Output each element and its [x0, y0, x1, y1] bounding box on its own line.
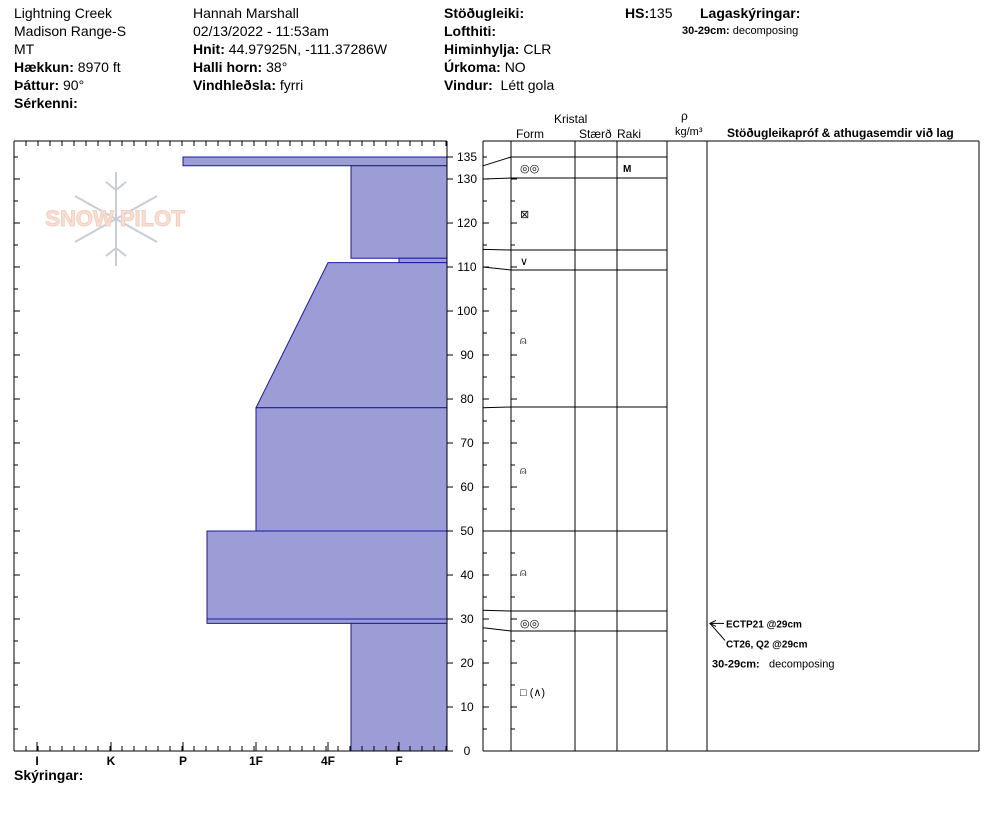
density-unit-header: kg/m³ — [675, 126, 703, 138]
test-label-1: ECTP21 @29cm — [726, 619, 802, 631]
snowpilot-logo — [45, 172, 185, 266]
coords-label: Hnit: — [193, 41, 225, 57]
precip-label: Úrkoma: — [444, 59, 501, 75]
range-name: Madison Range-S — [14, 23, 127, 39]
hardness-layer-0 — [183, 157, 447, 166]
hardness-layer-4 — [256, 408, 447, 531]
hardness-tick-label: 4F — [320, 754, 336, 768]
depth-tick-label: 10 — [460, 700, 474, 714]
size-header: Stærð — [579, 127, 612, 141]
hardness-layer-7 — [351, 623, 447, 751]
state-name: MT — [14, 41, 35, 57]
grain-form-symbol: □ (∧) — [520, 687, 546, 699]
hardness-layer-2 — [399, 258, 447, 262]
hs-value: 135 — [649, 5, 673, 21]
layer-connector — [483, 157, 511, 166]
observation-datetime: 02/13/2022 - 11:53am — [193, 23, 329, 39]
layer-notes-label: Lagaskýringar: — [700, 5, 801, 21]
grain-form-symbol: ◎◎ — [520, 163, 540, 175]
depth-tick-label: 100 — [456, 304, 478, 318]
logo-text: SNOW PILOT — [45, 206, 185, 231]
hardness-layer-1 — [351, 166, 447, 258]
hardness-tick-label: 1F — [248, 754, 264, 768]
comment-text: decomposing — [769, 658, 835, 671]
wind-value: Létt gola — [500, 77, 555, 93]
hs-label: HS: — [625, 5, 650, 21]
moisture-label: M — [623, 164, 632, 175]
depth-tick-label: 130 — [456, 172, 478, 186]
comment-depth: 30-29cm: — [712, 658, 760, 671]
hardness-tick-label: P — [178, 754, 188, 768]
depth-tick-label: 50 — [460, 524, 474, 538]
depth-tick-label: 90 — [460, 348, 474, 362]
depth-tick-label: 60 — [460, 480, 474, 494]
hardness-layer-3 — [256, 263, 447, 408]
stability-tests — [710, 619, 834, 670]
form-header: Form — [516, 127, 544, 141]
elevation-value: 8970 ft — [77, 59, 121, 75]
grain-form-symbol: ⍝ — [520, 335, 527, 347]
layer-note-depth: 30-29cm: — [682, 25, 730, 37]
hardness-tick-label: I — [35, 754, 39, 768]
observer-name: Hannah Marshall — [193, 5, 299, 21]
grain-forms — [520, 163, 631, 699]
aspect-label: Þáttur: — [14, 77, 60, 93]
depth-tick-label: 40 — [460, 568, 474, 582]
test-label-2: CT26, Q2 @29cm — [726, 639, 808, 651]
layer-note-text: decomposing — [732, 25, 799, 37]
grain-form-symbol: ⍝ — [520, 465, 527, 477]
layer-connector — [483, 249, 511, 250]
depth-tick-label: 80 — [460, 392, 474, 406]
test-arrow-2 — [710, 623, 725, 640]
coords-value: 44.97925N, -111.37286W — [228, 41, 388, 57]
grain-form-symbol: ⊠ — [520, 209, 530, 221]
slope-value: 38° — [266, 59, 288, 75]
depth-tick-label: 110 — [457, 260, 477, 274]
tests-header: Stöðugleikapróf & athugasemdir við lag — [727, 126, 954, 140]
aspect-value: 90° — [63, 77, 85, 93]
depth-tick-label: 20 — [460, 656, 474, 670]
grain-form-symbol: ⍝ — [520, 567, 527, 579]
slope-label: Halli horn: — [193, 59, 263, 75]
hardness-tick-label: F — [395, 754, 403, 768]
depth-tick-label: 0 — [463, 744, 471, 758]
features-label: Sérkenni: — [14, 95, 78, 111]
air-temp-label: Lofthiti: — [444, 23, 497, 39]
hardness-layer-5 — [207, 531, 447, 619]
rho-header: ρ — [681, 109, 688, 123]
grain-form-symbol: ∨ — [520, 256, 529, 268]
layer-connector — [483, 267, 511, 270]
wind-loading-label: Vindhleðsla: — [193, 77, 276, 93]
hardness-layer-6 — [207, 619, 447, 623]
hardness-tick-label: K — [106, 754, 116, 768]
elevation-label: Hækkun: — [14, 59, 74, 75]
sky-value: CLR — [523, 41, 552, 57]
hardness-axis — [35, 742, 402, 768]
grain-form-symbol: ◎◎ — [520, 618, 540, 630]
stability-label: Stöðugleiki: — [444, 5, 525, 21]
depth-axis — [447, 150, 477, 758]
moisture-header: Raki — [617, 127, 642, 141]
hardness-profile — [183, 157, 447, 751]
depth-tick-label: 70 — [460, 436, 474, 450]
depth-tick-label: 135 — [456, 150, 478, 164]
crystal-header: Kristal — [554, 112, 588, 126]
layer-connector — [483, 178, 511, 179]
wind-loading-value: fyrri — [279, 77, 304, 93]
depth-tick-label: 30 — [460, 612, 474, 626]
layer-connector — [483, 628, 511, 631]
precip-value: NO — [504, 59, 526, 75]
location-name: Lightning Creek — [14, 5, 113, 21]
depth-tick-label: 120 — [456, 216, 478, 230]
layer-connector — [483, 610, 511, 611]
notes-footer-label: Skýringar: — [14, 767, 84, 783]
wind-label: Vindur: — [444, 77, 493, 93]
layer-connector — [483, 407, 511, 408]
sky-label: Himinhylja: — [444, 41, 520, 57]
